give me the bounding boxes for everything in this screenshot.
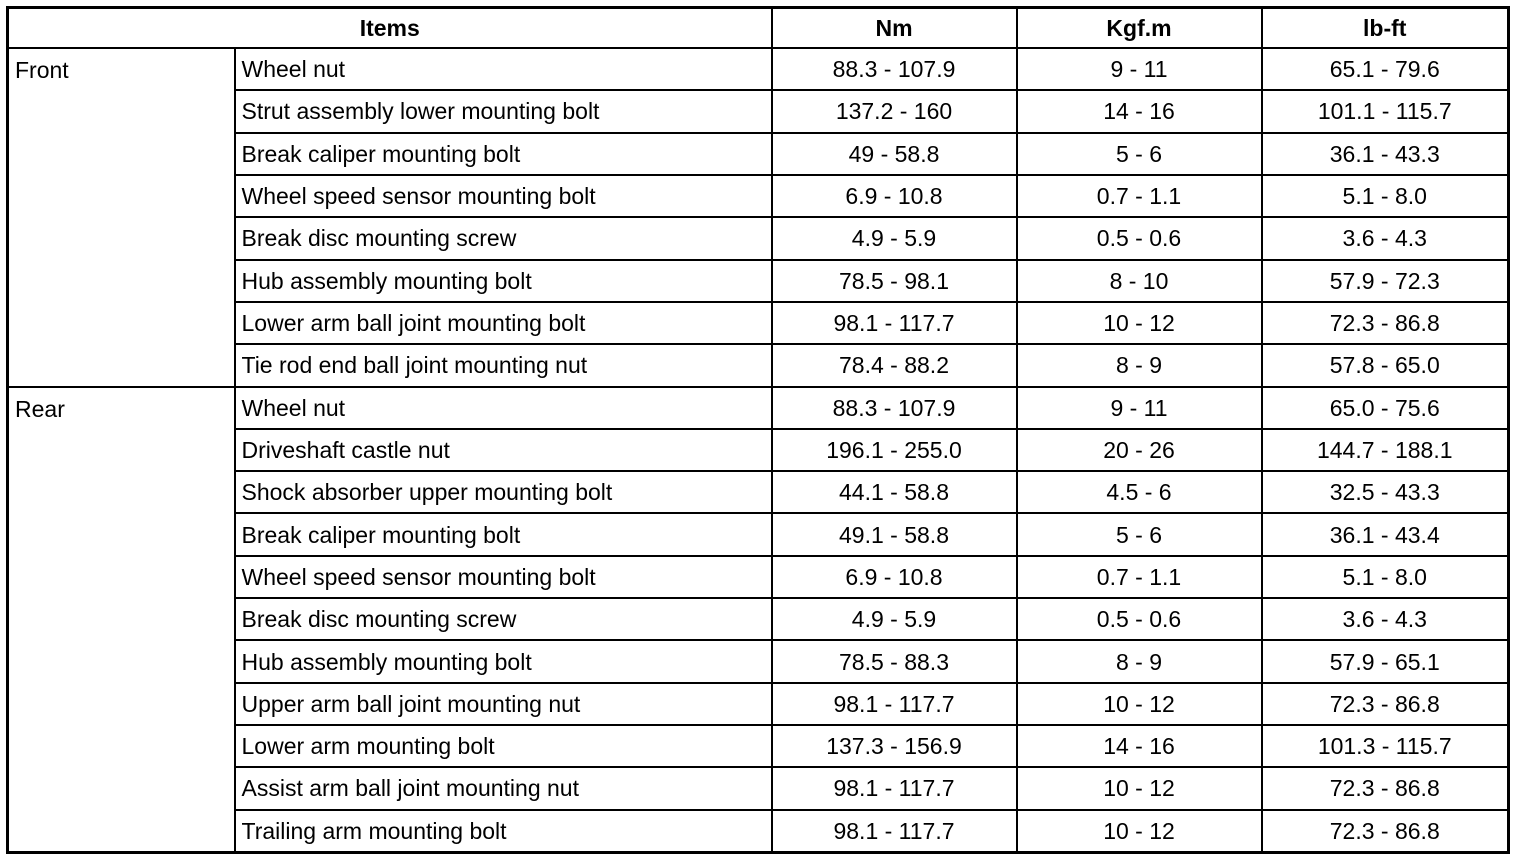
lbft-value-cell: 101.1 - 115.7 (1262, 90, 1509, 132)
kgfm-value-cell: 20 - 26 (1017, 429, 1262, 471)
lbft-value-cell: 57.9 - 72.3 (1262, 260, 1509, 302)
kgfm-value-cell: 14 - 16 (1017, 90, 1262, 132)
lbft-value-cell: 101.3 - 115.7 (1262, 725, 1509, 767)
table-body (8, 48, 1509, 853)
lbft-value-cell: 72.3 - 86.8 (1262, 810, 1509, 853)
kgfm-value-cell: 5 - 6 (1017, 133, 1262, 175)
nm-value-cell: 78.5 - 88.3 (772, 640, 1017, 682)
lbft-value-cell: 3.6 - 4.3 (1262, 217, 1509, 259)
kgfm-value-cell: 10 - 12 (1017, 767, 1262, 809)
nm-value-cell: 98.1 - 117.7 (772, 767, 1017, 809)
kgfm-value-cell: 9 - 11 (1017, 48, 1262, 90)
nm-value-cell: 49 - 58.8 (772, 133, 1017, 175)
item-name-cell: Lower arm mounting bolt (235, 725, 772, 767)
nm-value-cell: 78.4 - 88.2 (772, 344, 1017, 386)
lbft-value-cell: 72.3 - 86.8 (1262, 683, 1509, 725)
kgfm-value-cell: 9 - 11 (1017, 387, 1262, 429)
item-name-cell: Break disc mounting screw (235, 598, 772, 640)
kgfm-value-cell: 0.7 - 1.1 (1017, 175, 1262, 217)
kgfm-value-cell: 8 - 9 (1017, 344, 1262, 386)
item-name-cell: Tie rod end ball joint mounting nut (235, 344, 772, 386)
nm-value-cell: 196.1 - 255.0 (772, 429, 1017, 471)
group-label-front: Front (8, 48, 235, 387)
nm-value-cell: 49.1 - 58.8 (772, 513, 1017, 555)
kgfm-value-cell: 0.5 - 0.6 (1017, 217, 1262, 259)
item-name-cell: Wheel nut (235, 387, 772, 429)
lbft-value-cell: 72.3 - 86.8 (1262, 302, 1509, 344)
group-label-rear: Rear (8, 387, 235, 853)
header-nm: Nm (772, 8, 1017, 49)
lbft-value-cell: 3.6 - 4.3 (1262, 598, 1509, 640)
nm-value-cell: 78.5 - 98.1 (772, 260, 1017, 302)
header-lbft: lb-ft (1262, 8, 1509, 49)
nm-value-cell: 4.9 - 5.9 (772, 598, 1017, 640)
nm-value-cell: 137.3 - 156.9 (772, 725, 1017, 767)
nm-value-cell: 88.3 - 107.9 (772, 387, 1017, 429)
lbft-value-cell: 5.1 - 8.0 (1262, 175, 1509, 217)
item-name-cell: Trailing arm mounting bolt (235, 810, 772, 853)
item-name-cell: Wheel nut (235, 48, 772, 90)
item-name-cell: Hub assembly mounting bolt (235, 640, 772, 682)
nm-value-cell: 98.1 - 117.7 (772, 302, 1017, 344)
item-name-cell: Lower arm ball joint mounting bolt (235, 302, 772, 344)
nm-value-cell: 44.1 - 58.8 (772, 471, 1017, 513)
nm-value-cell: 6.9 - 10.8 (772, 175, 1017, 217)
item-name-cell: Assist arm ball joint mounting nut (235, 767, 772, 809)
item-name-cell: Strut assembly lower mounting bolt (235, 90, 772, 132)
table-row (8, 48, 1509, 90)
item-name-cell: Driveshaft castle nut (235, 429, 772, 471)
item-name-cell: Shock absorber upper mounting bolt (235, 471, 772, 513)
nm-value-cell: 98.1 - 117.7 (772, 810, 1017, 853)
kgfm-value-cell: 10 - 12 (1017, 302, 1262, 344)
item-name-cell: Break caliper mounting bolt (235, 133, 772, 175)
torque-specification-table (6, 6, 1510, 854)
lbft-value-cell: 57.9 - 65.1 (1262, 640, 1509, 682)
header-items: Items (8, 8, 772, 49)
lbft-value-cell: 32.5 - 43.3 (1262, 471, 1509, 513)
item-name-cell: Wheel speed sensor mounting bolt (235, 175, 772, 217)
kgfm-value-cell: 14 - 16 (1017, 725, 1262, 767)
lbft-value-cell: 36.1 - 43.4 (1262, 513, 1509, 555)
nm-value-cell: 137.2 - 160 (772, 90, 1017, 132)
item-name-cell: Wheel speed sensor mounting bolt (235, 556, 772, 598)
nm-value-cell: 88.3 - 107.9 (772, 48, 1017, 90)
kgfm-value-cell: 8 - 9 (1017, 640, 1262, 682)
kgfm-value-cell: 8 - 10 (1017, 260, 1262, 302)
table-row (8, 387, 1509, 429)
item-name-cell: Upper arm ball joint mounting nut (235, 683, 772, 725)
kgfm-value-cell: 5 - 6 (1017, 513, 1262, 555)
lbft-value-cell: 36.1 - 43.3 (1262, 133, 1509, 175)
kgfm-value-cell: 10 - 12 (1017, 810, 1262, 853)
kgfm-value-cell: 10 - 12 (1017, 683, 1262, 725)
item-name-cell: Hub assembly mounting bolt (235, 260, 772, 302)
lbft-value-cell: 65.0 - 75.6 (1262, 387, 1509, 429)
kgfm-value-cell: 4.5 - 6 (1017, 471, 1262, 513)
nm-value-cell: 6.9 - 10.8 (772, 556, 1017, 598)
kgfm-value-cell: 0.5 - 0.6 (1017, 598, 1262, 640)
lbft-value-cell: 144.7 - 188.1 (1262, 429, 1509, 471)
nm-value-cell: 98.1 - 117.7 (772, 683, 1017, 725)
nm-value-cell: 4.9 - 5.9 (772, 217, 1017, 259)
lbft-value-cell: 57.8 - 65.0 (1262, 344, 1509, 386)
item-name-cell: Break caliper mounting bolt (235, 513, 772, 555)
lbft-value-cell: 5.1 - 8.0 (1262, 556, 1509, 598)
header-row (8, 8, 1509, 49)
header-kgfm: Kgf.m (1017, 8, 1262, 49)
lbft-value-cell: 65.1 - 79.6 (1262, 48, 1509, 90)
lbft-value-cell: 72.3 - 86.8 (1262, 767, 1509, 809)
item-name-cell: Break disc mounting screw (235, 217, 772, 259)
kgfm-value-cell: 0.7 - 1.1 (1017, 556, 1262, 598)
